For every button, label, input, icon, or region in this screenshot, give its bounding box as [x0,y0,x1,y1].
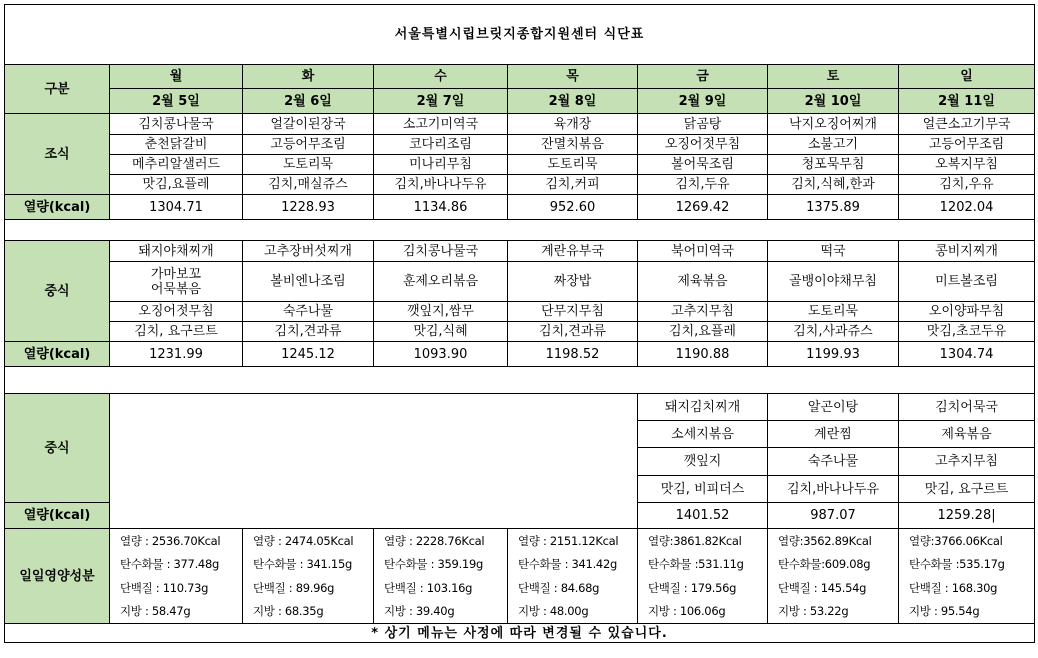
lunch-kcal-label: 열량(kcal) [5,342,110,367]
dinner-kcal: 1401.52 [638,503,768,529]
lunch-item: 고추지무침 [638,302,768,322]
breakfast-item: 얼큰소고기무국 [899,114,1035,135]
breakfast-label: 조식 [5,114,110,195]
breakfast-kcal: 1269.42 [638,195,768,220]
breakfast-item: 김치,바나나두유 [374,175,508,195]
dinner-item: 계란찜 [768,421,899,448]
nutrition-protein: 단백질 : 179.56g [648,580,737,595]
lunch-item: 골뱅이야채무침 [768,262,899,302]
lunch-kcal: 1190.88 [638,342,768,367]
breakfast-item: 오징어젓무침 [638,135,768,155]
lunch-item: 오징어젓무침 [110,302,243,322]
nutrition-carbs: 탄수화물 : 359.19g [384,557,483,572]
day-date: 2월 10일 [768,89,899,114]
nutrition-protein: 단백질 : 103.16g [384,580,473,595]
nutrition-calories: 열량 : 2228.76Kcal [384,533,485,548]
nutrition-fat: 지방 : 58.47g [120,604,191,619]
nutrition-calories: 열량:3861.82Kcal [648,533,742,548]
lunch-item: 도토리묵 [768,302,899,322]
breakfast-item: 청포묵무침 [768,155,899,175]
dinner-item: 소세지볶음 [638,421,768,448]
dinner-item: 맛김, 비피더스 [638,476,768,503]
breakfast-item: 도토리묵 [243,155,374,175]
breakfast-item: 김치콩나물국 [110,114,243,135]
lunch-item: 미트볼조림 [899,262,1035,302]
breakfast-item: 오복지무침 [899,155,1035,175]
day-name: 수 [374,65,508,89]
lunch-item: 콩비지찌개 [899,241,1035,262]
day-date: 2월 7일 [374,89,508,114]
empty-cell [110,394,638,529]
nutrition-label: 일일영양성분 [5,529,110,624]
lunch-item: 김치,사과쥬스 [768,322,899,342]
nutrition-protein: 단백질 : 84.68g [518,580,600,595]
lunch-item: 제육볶음 [638,262,768,302]
breakfast-item: 고등어무조림 [899,135,1035,155]
dinner-item: 김치어묵국 [899,394,1035,421]
breakfast-kcal: 1202.04 [899,195,1035,220]
nutrition-fat: 지방 : 106.06g [648,604,726,619]
breakfast-item: 김치,커피 [508,175,638,195]
header-label: 구분 [5,65,110,114]
dinner-kcal: 1259.28| [899,503,1035,529]
nutrition-calories: 열량:3562.89Kcal [778,533,872,548]
nutrition-cell [899,529,1035,624]
lunch-item: 깻잎지,쌈무 [374,302,508,322]
nutrition-carbs: 탄수화물 :531.11g [648,557,744,572]
nutrition-calories: 열량 : 2474.05Kcal [253,533,354,548]
breakfast-item: 김치,우유 [899,175,1035,195]
nutrition-protein: 단백질 : 145.54g [778,580,867,595]
nutrition-cell [508,529,638,624]
nutrition-calories: 열량 : 2536.70Kcal [120,533,221,548]
dinner-item: 숙주나물 [768,448,899,476]
nutrition-fat: 지방 : 48.00g [518,604,589,619]
breakfast-item: 미나리무침 [374,155,508,175]
nutrition-fat: 지방 : 53.22g [778,604,849,619]
breakfast-item: 코다리조림 [374,135,508,155]
day-name: 토 [768,65,899,89]
lunch-kcal: 1199.93 [768,342,899,367]
day-date: 2월 5일 [110,89,243,114]
lunch-item: 떡국 [768,241,899,262]
breakfast-kcal: 1375.89 [768,195,899,220]
dinner-item: 맛김, 요구르트 [899,476,1035,503]
nutrition-calories: 열량:3766.06Kcal [909,533,1003,548]
lunch-item: 김치콩나물국 [374,241,508,262]
breakfast-kcal: 1304.71 [110,195,243,220]
dinner-item: 깻잎지 [638,448,768,476]
lunch-item: 북어미역국 [638,241,768,262]
lunch-label: 중식 [5,241,110,342]
breakfast-item: 낙지오징어찌개 [768,114,899,135]
day-name: 목 [508,65,638,89]
nutrition-protein: 단백질 : 89.96g [253,580,335,595]
menu-table [4,4,1035,643]
breakfast-item: 육개장 [508,114,638,135]
footnote: * 상기 메뉴는 사정에 따라 변경될 수 있습니다. [5,624,1035,643]
lunch-item: 김치,요플레 [638,322,768,342]
lunch-item: 볼비엔나조림 [243,262,374,302]
breakfast-item: 소불고기 [768,135,899,155]
nutrition-protein: 단백질 : 168.30g [909,580,998,595]
nutrition-cell [374,529,508,624]
breakfast-item: 도토리묵 [508,155,638,175]
lunch-item: 훈제오리볶음 [374,262,508,302]
breakfast-item: 맛김,요플레 [110,175,243,195]
nutrition-fat: 지방 : 95.54g [909,604,980,619]
nutrition-cell [768,529,899,624]
dinner-item: 알곤이탕 [768,394,899,421]
section-spacer [5,367,1035,394]
day-date: 2월 9일 [638,89,768,114]
lunch-item: 가마보꼬 어묵볶음 [110,262,243,302]
dinner-label: 중식 [5,394,110,503]
lunch-item: 맛김,식혜 [374,322,508,342]
breakfast-item: 고등어무조림 [243,135,374,155]
breakfast-kcal: 1134.86 [374,195,508,220]
breakfast-item: 소고기미역국 [374,114,508,135]
day-name: 일 [899,65,1035,89]
lunch-item: 맛김,초코두유 [899,322,1035,342]
breakfast-item: 춘천닭갈비 [110,135,243,155]
nutrition-cell [638,529,768,624]
nutrition-calories: 열량 : 2151.12Kcal [518,533,619,548]
page-title: 서울특별시립브릿지종합지원센터 식단표 [5,5,1035,65]
nutrition-protein: 단백질 : 110.73g [120,580,209,595]
day-name: 화 [243,65,374,89]
day-date: 2월 11일 [899,89,1035,114]
day-name: 월 [110,65,243,89]
dinner-item: 고추지무침 [899,448,1035,476]
day-date: 2월 6일 [243,89,374,114]
dinner-item: 돼지김치찌개 [638,394,768,421]
lunch-item: 고추장버섯찌개 [243,241,374,262]
nutrition-carbs: 탄수화물:609.08g [778,557,871,572]
lunch-item: 김치,견과류 [243,322,374,342]
section-spacer [5,220,1035,241]
breakfast-item: 김치,식혜,한과 [768,175,899,195]
lunch-kcal: 1198.52 [508,342,638,367]
nutrition-carbs: 탄수화물 : 341.15g [253,557,352,572]
lunch-kcal: 1304.74 [899,342,1035,367]
breakfast-item: 김치,두유 [638,175,768,195]
lunch-item: 오이양파무침 [899,302,1035,322]
nutrition-carbs: 탄수화물 : 341.42g [518,557,617,572]
day-date: 2월 8일 [508,89,638,114]
nutrition-fat: 지방 : 39.40g [384,604,455,619]
breakfast-item: 김치,매실쥬스 [243,175,374,195]
lunch-kcal: 1231.99 [110,342,243,367]
day-name: 금 [638,65,768,89]
lunch-item: 계란유부국 [508,241,638,262]
lunch-kcal: 1093.90 [374,342,508,367]
dinner-item: 김치,바나나두유 [768,476,899,503]
dinner-kcal: 987.07 [768,503,899,529]
lunch-item: 김치, 요구르트 [110,322,243,342]
lunch-item: 단무지무침 [508,302,638,322]
nutrition-carbs: 탄수화물 : 377.48g [120,557,219,572]
breakfast-item: 잔멸치볶음 [508,135,638,155]
breakfast-item: 메추리알샐러드 [110,155,243,175]
lunch-item: 숙주나물 [243,302,374,322]
nutrition-cell [110,529,243,624]
lunch-item: 짜장밥 [508,262,638,302]
breakfast-kcal: 1228.93 [243,195,374,220]
lunch-item: 김치,견과류 [508,322,638,342]
menu-sheet [4,4,1034,654]
lunch-kcal: 1245.12 [243,342,374,367]
lunch-item: 돼지야채찌개 [110,241,243,262]
dinner-item: 제육볶음 [899,421,1035,448]
nutrition-cell [243,529,374,624]
breakfast-item: 얼갈이된장국 [243,114,374,135]
dinner-kcal-label: 열량(kcal) [5,503,110,529]
breakfast-kcal: 952.60 [508,195,638,220]
breakfast-item: 볼어묵조림 [638,155,768,175]
breakfast-item: 닭곰탕 [638,114,768,135]
nutrition-carbs: 탄수화물 :535.17g [909,557,1005,572]
breakfast-kcal-label: 열량(kcal) [5,195,110,220]
nutrition-fat: 지방 : 68.35g [253,604,324,619]
